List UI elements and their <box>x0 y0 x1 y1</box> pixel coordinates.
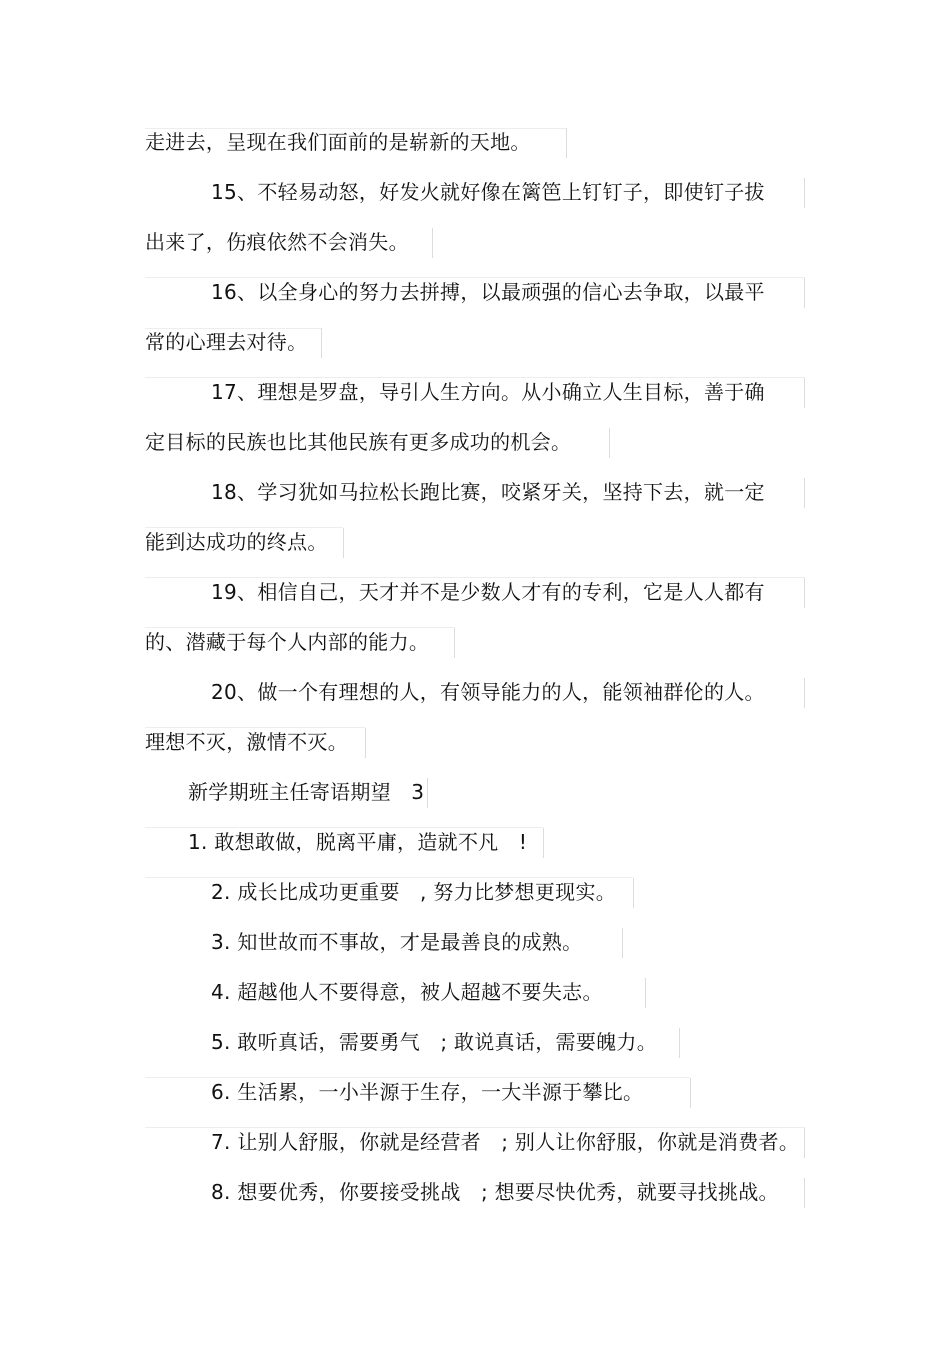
rule-line <box>804 678 805 708</box>
rule-line <box>804 278 805 308</box>
rule-line <box>321 328 322 358</box>
text-line: 18、学习犹如马拉松长跑比赛，咬紧牙关，坚持下去，就一定 <box>211 480 765 504</box>
rule-line <box>645 978 646 1008</box>
text-line: 走进去，呈现在我们面前的是崭新的天地。 <box>145 130 531 154</box>
text-line: 能到达成功的终点。 <box>145 530 328 554</box>
rule-line <box>690 1078 691 1108</box>
list-item: 7. 让别人舒服，你就是经营者 ; 别人让你舒服，你就是消费者。 <box>211 1130 800 1154</box>
rule-line <box>432 228 433 258</box>
list-item: 4. 超越他人不要得意，被人超越不要失志。 <box>211 980 603 1004</box>
text-line: 19、相信自己，天才并不是少数人才有的专利，它是人人都有 <box>211 580 765 604</box>
rule-line <box>804 178 805 208</box>
section-heading: 新学期班主任寄语期望 3 <box>188 780 425 804</box>
text-line: 20、做一个有理想的人，有领导能力的人，能领袖群伦的人。 <box>211 680 765 704</box>
list-item: 2. 成长比成功更重要 , 努力比梦想更现实。 <box>211 880 617 904</box>
text-line: 常的心理去对待。 <box>145 330 308 354</box>
rule-line <box>804 1178 805 1208</box>
rule-line <box>622 928 623 958</box>
rule-line <box>343 528 344 558</box>
list-item: 3. 知世故而不事故，才是最善良的成熟。 <box>211 930 583 954</box>
text-line: 定目标的民族也比其他民族有更多成功的机会。 <box>145 430 572 454</box>
rule-line <box>427 778 428 808</box>
list-item: 1. 敢想敢做，脱离平庸，造就不凡 ! <box>188 830 528 854</box>
rule-line <box>543 828 544 858</box>
text-line: 17、理想是罗盘，导引人生方向。从小确立人生目标，善于确 <box>211 380 765 404</box>
list-item: 8. 想要优秀，你要接受挑战 ; 想要尽快优秀，就要寻找挑战。 <box>211 1180 779 1204</box>
text-line: 的、潜藏于每个人内部的能力。 <box>145 630 430 654</box>
rule-line <box>609 428 610 458</box>
rule-line <box>804 478 805 508</box>
rule-line <box>633 878 634 908</box>
text-line: 15、不轻易动怒，好发火就好像在篱笆上钉钉子，即使钉子拔 <box>211 180 765 204</box>
rule-line <box>804 378 805 408</box>
rule-line <box>679 1028 680 1058</box>
list-item: 5. 敢听真话，需要勇气 ; 敢说真话，需要魄力。 <box>211 1030 658 1054</box>
rule-line <box>365 728 366 758</box>
text-line: 16、以全身心的努力去拼搏，以最顽强的信心去争取，以最平 <box>211 280 765 304</box>
text-line: 出来了，伤痕依然不会消失。 <box>145 230 409 254</box>
rule-line <box>566 128 567 158</box>
rule-line <box>454 628 455 658</box>
rule-line <box>804 1128 805 1158</box>
text-line: 理想不灭，激情不灭。 <box>145 730 348 754</box>
rule-line <box>804 578 805 608</box>
list-item: 6. 生活累，一小半源于生存，一大半源于攀比。 <box>211 1080 644 1104</box>
